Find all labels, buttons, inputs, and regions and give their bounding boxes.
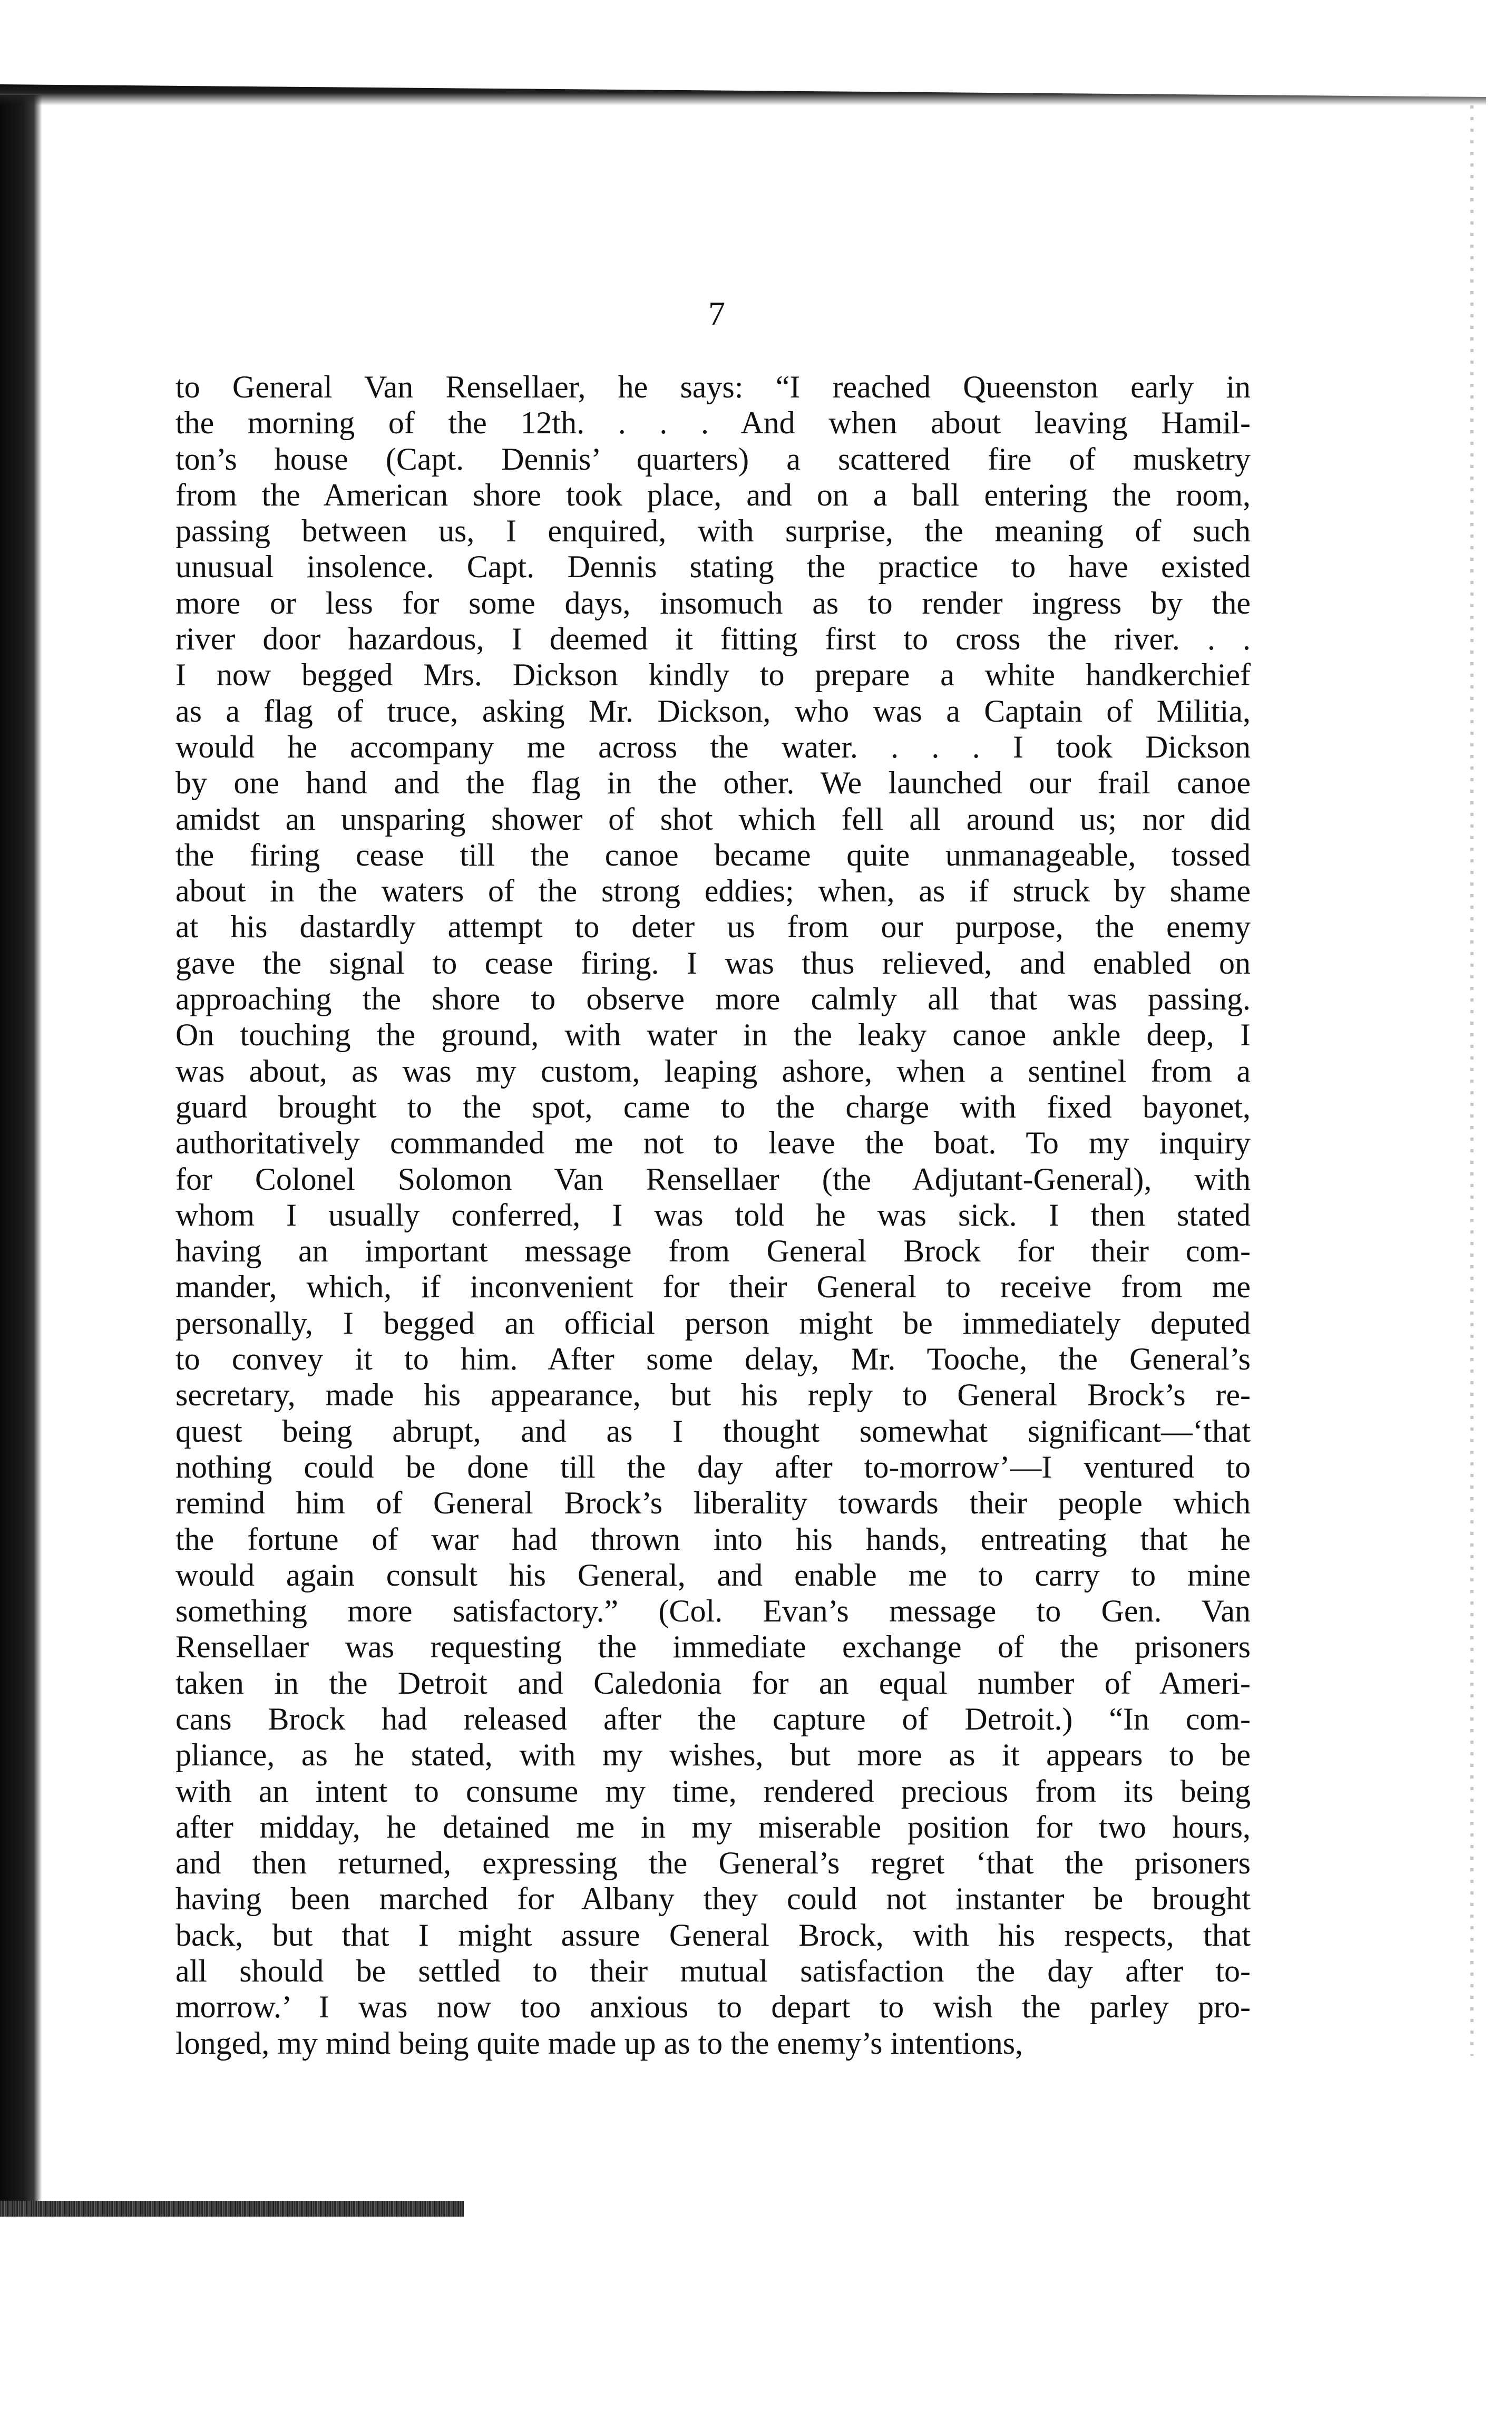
text-line: gave the signal to cease firing. I was thus relieved, and enabled on — [175, 945, 1251, 980]
text-line: authoritatively commanded me not to leave the boat. To my inquiry — [175, 1125, 1251, 1161]
text-line: quest being abrupt, and as I thought somewhat significant—‘that — [175, 1413, 1251, 1449]
text-line: remind him of General Brock’s liberality towards their people which — [175, 1485, 1251, 1521]
text-line: to General Van Rensellaer, he says: “I reached Queenston early in — [175, 370, 1251, 404]
text-line: longed, my mind being quite made up as to the enemy’s intentions, — [175, 2025, 1023, 2061]
text-line: was about, as was my custom, leaping ashore, when a sentinel from a — [175, 1053, 1251, 1089]
text-line: pliance, as he stated, with my wishes, but more as it appears to be — [175, 1737, 1251, 1773]
text-line: having an important message from General Brock for their com- — [175, 1234, 1251, 1269]
text-line: the fortune of war had thrown into his hands, entreating that he — [175, 1521, 1251, 1557]
text-line: amidst an unsparing shower of shot which fell all around us; nor did — [175, 801, 1251, 837]
text-line: taken in the Detroit and Caledonia for an equal number of Ameri- — [175, 1665, 1251, 1701]
text-line: mander, which, if inconvenient for their General to receive from me — [175, 1269, 1251, 1305]
text-line: back, but that I might assure General Brock, with his respects, that — [175, 1917, 1251, 1953]
text-line: from the American shore took place, and on a ball entering the room, — [175, 477, 1251, 512]
text-line: ton’s house (Capt. Dennis’ quarters) a scattered fire of musketry — [175, 441, 1251, 477]
text-line: unusual insolence. Capt. Dennis stating the practice to have existed — [175, 549, 1251, 585]
text-line: and then returned, expressing the General’s regret ‘that the prisoners — [175, 1846, 1251, 1881]
page-right-edge — [1470, 105, 1474, 2056]
text-line: cans Brock had released after the capture of Detroit.) “In com- — [175, 1701, 1251, 1736]
text-line: passing between us, I enquired, with surprise, the meaning of such — [175, 513, 1251, 549]
text-line: the morning of the 12th. . . . And when about leaving Hamil- — [175, 405, 1251, 441]
text-line: for Colonel Solomon Van Rensellaer (the Adjutant-General), with — [175, 1161, 1251, 1197]
text-line: approaching the shore to observe more calmly all that was passing. — [175, 982, 1251, 1017]
text-line: river door hazardous, I deemed it fitting first to cross the river. . . — [175, 621, 1251, 657]
text-line: after midday, he detained me in my miserable position for two hours, — [175, 1809, 1251, 1844]
text-line: nothing could be done till the day after to-morrow’—I ventured to — [175, 1449, 1251, 1484]
page-bottom-edge-shadow — [0, 2201, 464, 2217]
page-number: 7 — [708, 295, 725, 332]
text-line: morrow.’ I was now too anxious to depart to wish the parley pro- — [175, 1989, 1251, 2025]
text-line: the firing cease till the canoe became quite unmanageable, tossed — [175, 837, 1251, 872]
body-text — [175, 369, 1251, 2061]
text-line: having been marched for Albany they could not instanter be brought — [175, 1881, 1251, 1917]
text-line: I now begged Mrs. Dickson kindly to prepare a white handkerchief — [175, 657, 1251, 693]
text-line: at his dastardly attempt to deter us from our purpose, the enemy — [175, 909, 1251, 945]
text-line: something more satisfactory.” (Col. Evan’s message to Gen. Van — [175, 1594, 1251, 1629]
text-line: as a flag of truce, asking Mr. Dickson, who was a Captain of Militia, — [175, 693, 1251, 729]
text-line: On touching the ground, with water in the leaky canoe ankle deep, I — [175, 1017, 1251, 1053]
text-line: with an intent to consume my time, rendered precious from its being — [175, 1773, 1251, 1809]
text-line: whom I usually conferred, I was told he was sick. I then stated — [175, 1197, 1251, 1232]
text-line: Rensellaer was requesting the immediate exchange of the prisoners — [175, 1629, 1251, 1665]
text-line: about in the waters of the strong eddies; when, as if struck by shame — [175, 873, 1251, 909]
text-line: to convey it to him. After some delay, Mr. Tooche, the General’s — [175, 1342, 1251, 1377]
page-binding-shadow — [0, 95, 42, 2203]
text-line: guard brought to the spot, came to the charge with fixed bayonet, — [175, 1089, 1251, 1124]
text-line: secretary, made his appearance, but his reply to General Brock’s re- — [175, 1377, 1251, 1413]
text-line: would he accompany me across the water. . . . I took Dickson — [175, 729, 1251, 764]
text-line: more or less for some days, insomuch as to render ingress by the — [175, 585, 1251, 620]
text-line: all should be settled to their mutual satisfaction the day after to- — [175, 1954, 1251, 1989]
text-line: personally, I begged an official person might be immediately deputed — [175, 1305, 1251, 1341]
text-line: by one hand and the flag in the other. We launched our frail canoe — [175, 765, 1251, 801]
text-line: would again consult his General, and enable me to carry to mine — [175, 1557, 1251, 1592]
page-top-edge-shadow — [0, 84, 1486, 105]
